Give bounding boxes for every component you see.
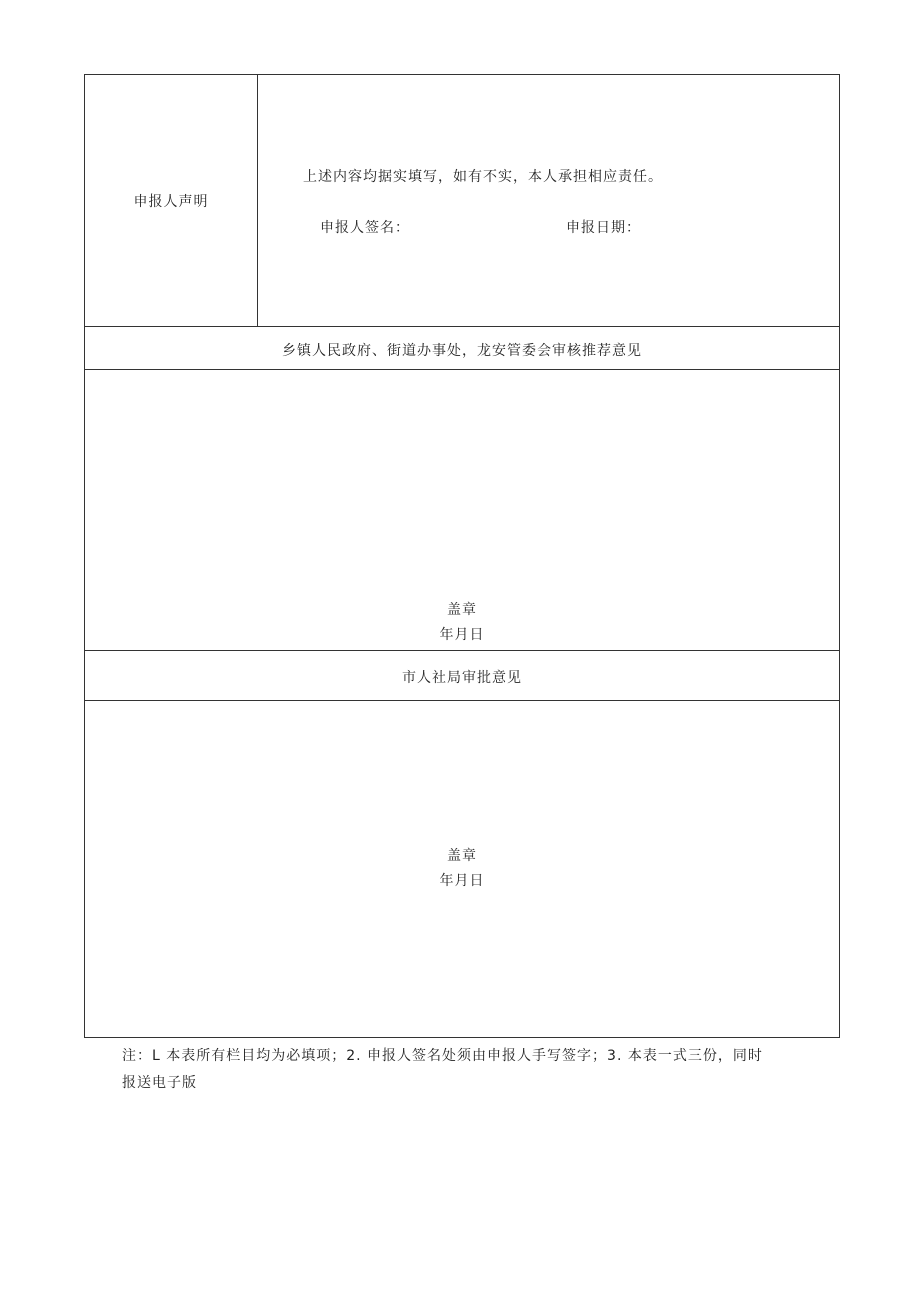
declaration-content-cell [258, 75, 839, 326]
declaration-label: 申报人声明 [133, 194, 209, 210]
township-review-header: 乡镇人民政府、街道办事处，龙安管委会审核推荐意见 [282, 343, 642, 359]
note-line-2: 报送电子版 [122, 1075, 197, 1091]
township-review-header-row [85, 327, 839, 370]
bureau-approval-opinion-cell [85, 701, 839, 1037]
township-review-opinion-cell [85, 370, 839, 651]
bureau-date-label: 年月日 [439, 873, 485, 889]
bureau-approval-header: 市人社局审批意见 [402, 670, 522, 686]
bureau-approval-header-row [85, 651, 839, 701]
declaration-statement: 上述内容均据实填写，如有不实，本人承担相应责任。 [303, 169, 663, 185]
bureau-seal-block [85, 844, 839, 894]
applicant-signature-label: 申报人签名： [320, 220, 410, 236]
declaration-label-cell [85, 75, 258, 326]
application-form-table [84, 74, 840, 1038]
bureau-seal-label: 盖章 [447, 848, 477, 864]
declaration-row [85, 75, 839, 327]
note-line-1: 注：L 本表所有栏目均为必填项；2. 申报人签名处须由申报人手写签字；3. 本表一式三份，同时 [122, 1048, 763, 1064]
form-note [122, 1043, 842, 1097]
township-seal-label: 盖章 [447, 602, 477, 618]
application-date-label: 申报日期： [566, 220, 641, 236]
township-seal-block [85, 598, 839, 648]
township-date-label: 年月日 [439, 627, 485, 643]
